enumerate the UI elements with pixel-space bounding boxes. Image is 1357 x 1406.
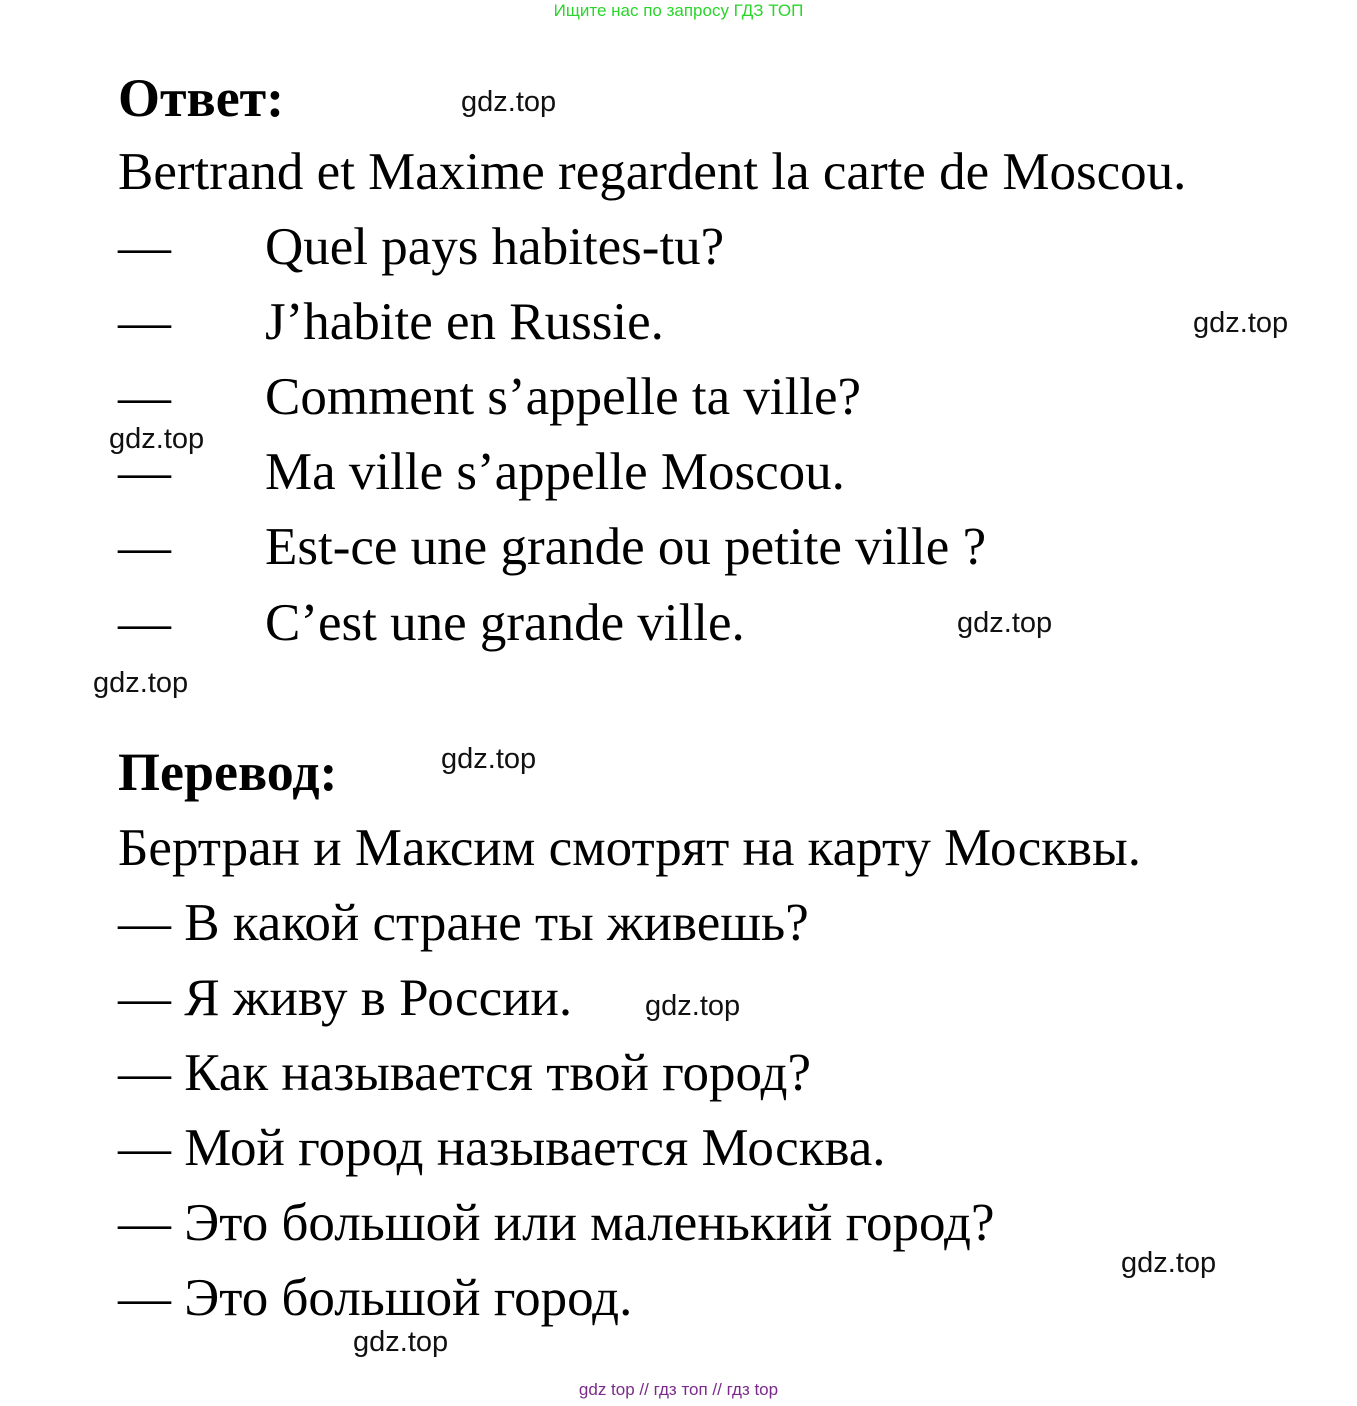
dialogue-dash: — [118, 594, 171, 652]
watermark: gdz.top [645, 990, 741, 1022]
watermark: gdz.top [1121, 1247, 1217, 1279]
translation-intro: Бертран и Максим смотрят на карту Москвы. [118, 819, 1141, 877]
translation-line: — Я живу в России. [118, 969, 573, 1027]
top-banner: Ищите нас по запросу ГДЗ ТОП [553, 1, 804, 20]
answer-intro: Bertrand et Maxime regardent la carte de Moscou. [118, 143, 1187, 201]
bottom-banner: gdz top // гдз топ // гдз top [578, 1380, 779, 1399]
translation-heading: Перевод: [118, 742, 338, 802]
translation-line: — В какой стране ты живешь? [118, 894, 809, 952]
dialogue-dash: — [118, 368, 171, 426]
answer-line: Est-ce une grande ou petite ville ? [265, 518, 987, 576]
translation-line: — Как называется твой город? [118, 1044, 812, 1102]
watermark: gdz.top [461, 86, 557, 118]
answer-line: Quel pays habites-tu? [265, 218, 725, 276]
watermark: gdz.top [1193, 307, 1289, 339]
dialogue-dash: — [118, 443, 171, 501]
translation-line: — Мой город называется Москва. [118, 1119, 886, 1177]
dialogue-dash: — [118, 293, 171, 351]
answer-line: J’habite en Russie. [265, 293, 664, 351]
watermark: gdz.top [353, 1326, 449, 1358]
dialogue-dash: — [118, 218, 171, 276]
answer-heading: Ответ: [118, 68, 285, 128]
answer-line: C’est une grande ville. [265, 594, 745, 652]
watermark: gdz.top [93, 667, 189, 699]
dialogue-dash: — [118, 518, 171, 576]
answer-line: Ma ville s’appelle Moscou. [265, 443, 845, 501]
translation-line: — Это большой или маленький город? [118, 1194, 995, 1252]
watermark: gdz.top [441, 743, 537, 775]
answer-line: Comment s’appelle ta ville? [265, 368, 862, 426]
watermark: gdz.top [109, 423, 205, 455]
translation-line: — Это большой город. [118, 1269, 633, 1327]
watermark: gdz.top [957, 607, 1053, 639]
